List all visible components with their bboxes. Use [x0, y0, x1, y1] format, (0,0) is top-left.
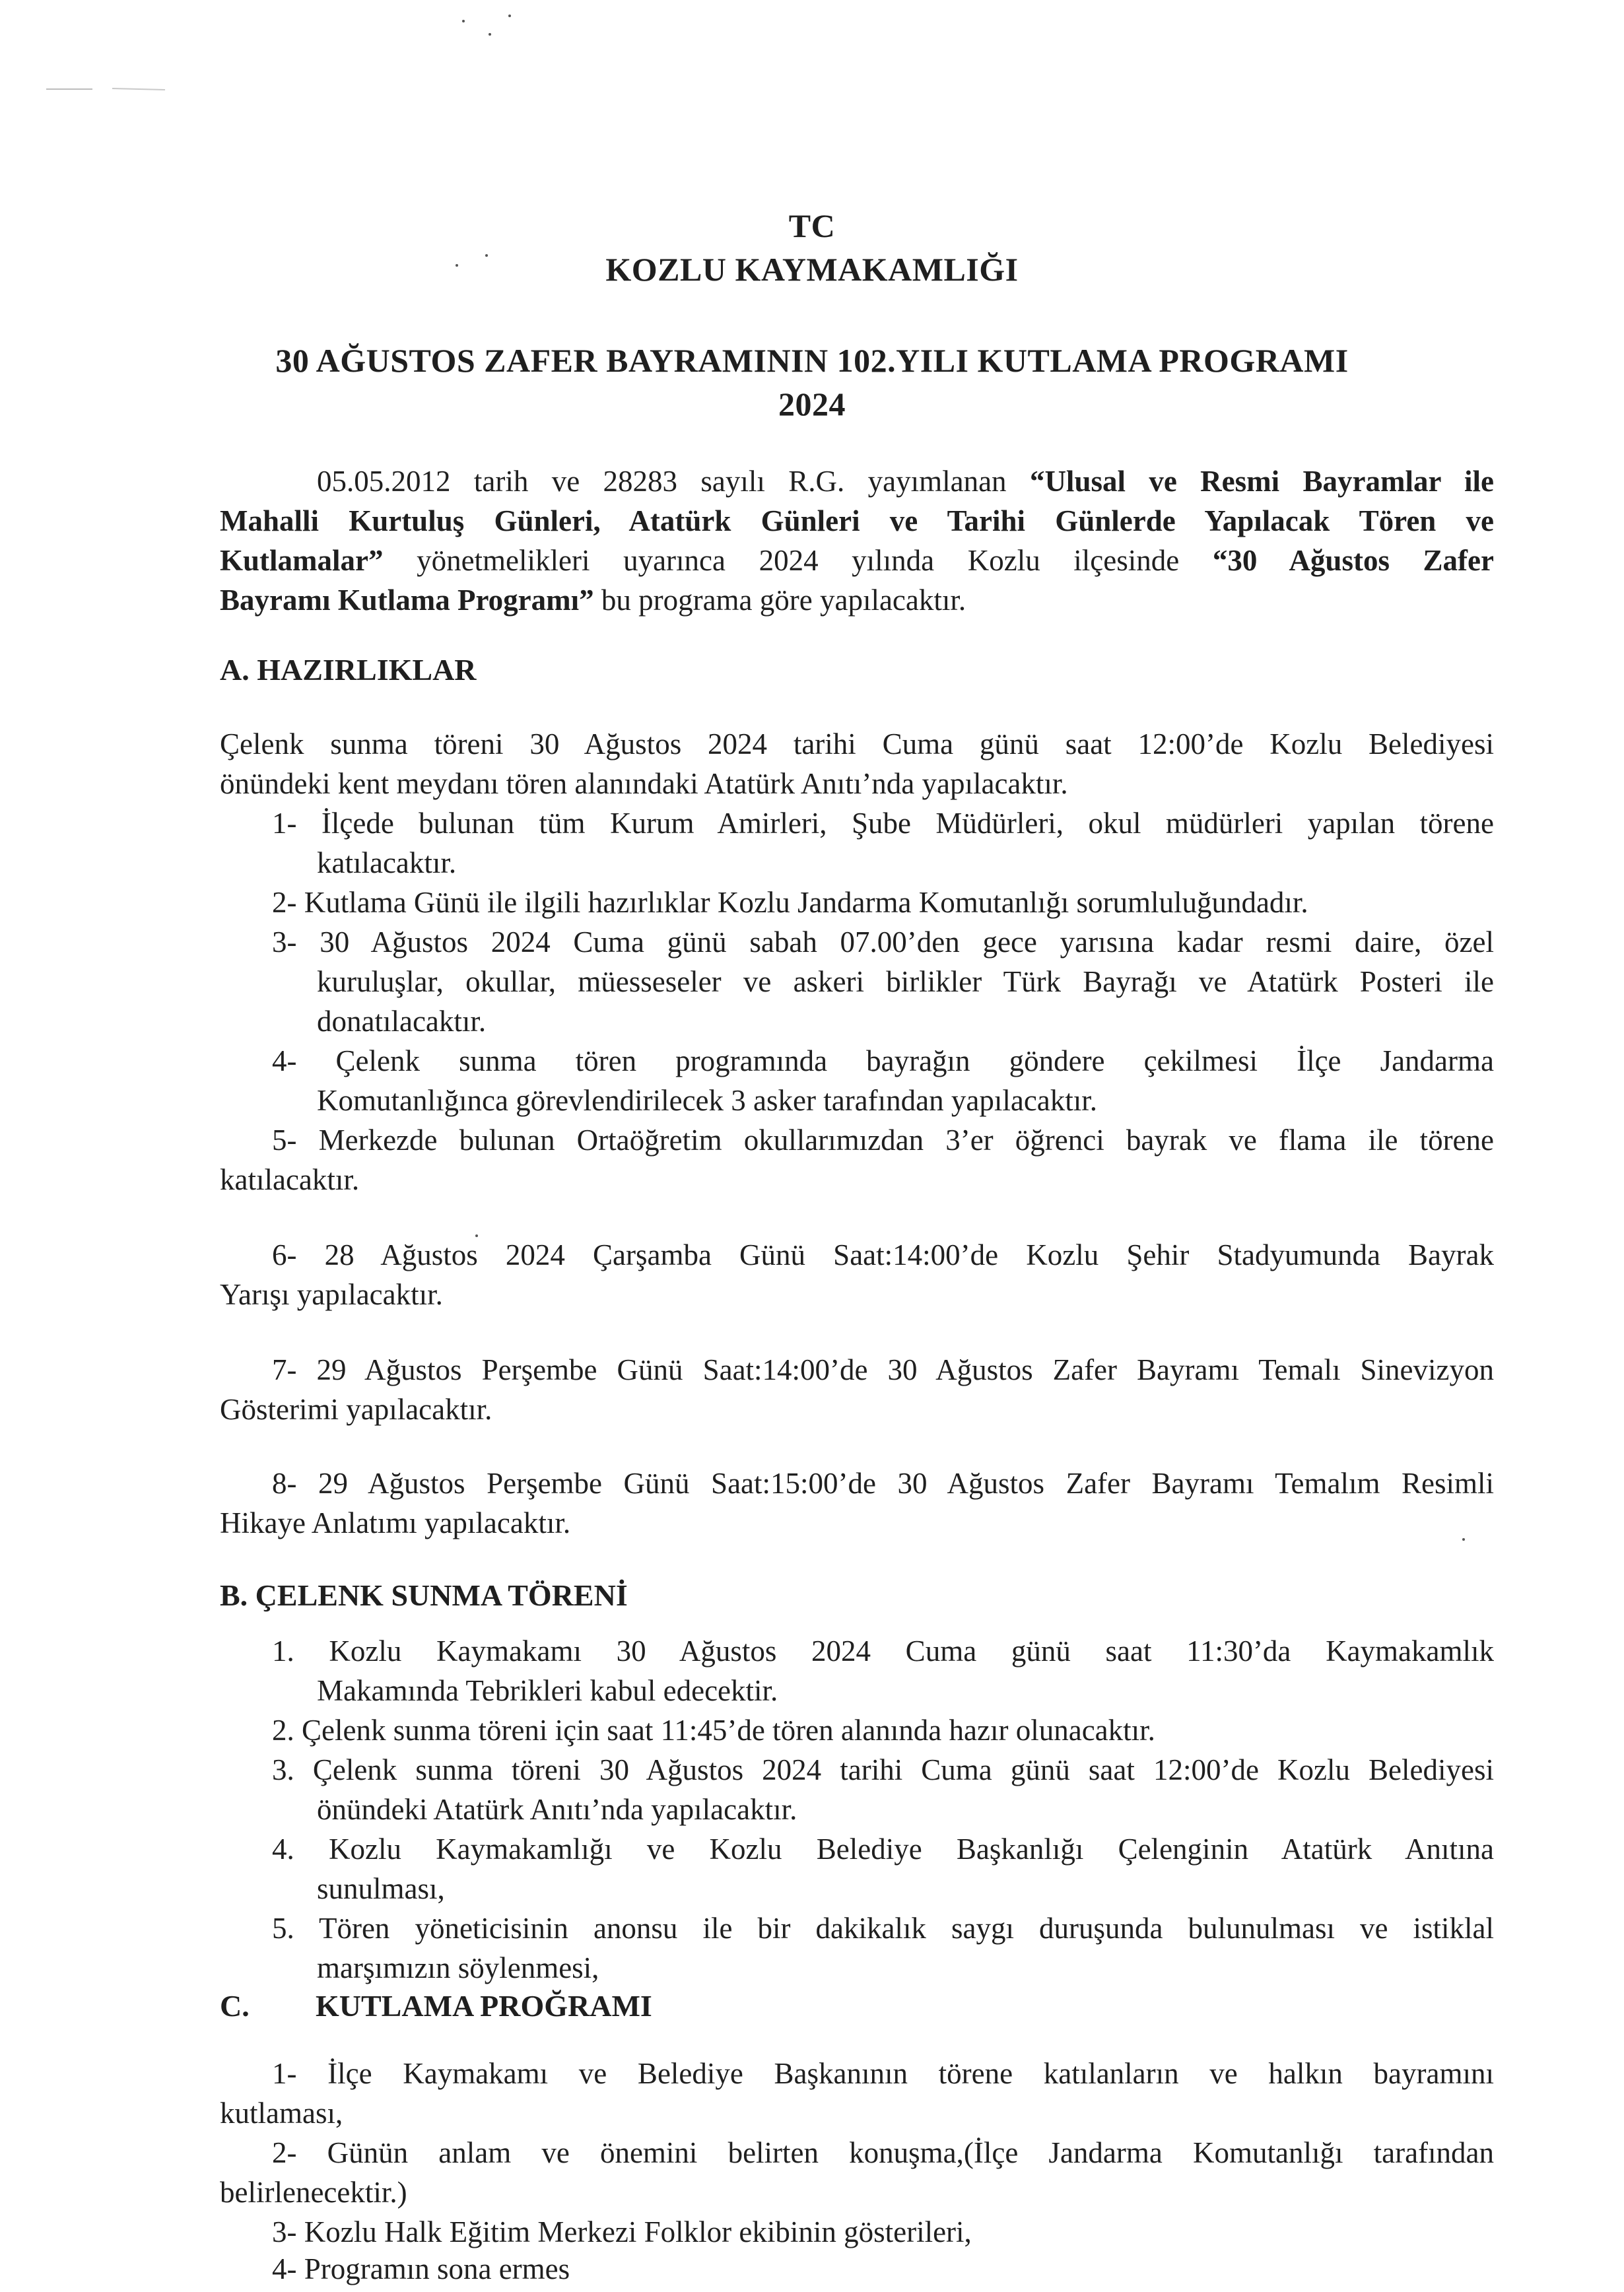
- scan-speck: [1462, 1538, 1465, 1541]
- section-a-item-6: 6- 28 Ağustos 2024 Çarşamba Günü Saat:14:00’de Kozlu Şehir Stadyumunda Bayrak: [272, 1238, 1494, 1271]
- section-a-item-3: 3- 30 Ağustos 2024 Cuma günü sabah 07.00’den gece yarısına kadar resmi daire, özel: [272, 926, 1494, 959]
- scan-speck: [508, 15, 511, 17]
- section-a-item-7: 7- 29 Ağustos Perşembe Günü Saat:14:00’de 30 Ağustos Zafer Bayramı Temalı Sinevizyon: [272, 1353, 1494, 1386]
- intro-line-1-bold: “Ulusal ve Resmi Bayramlar ile: [1029, 465, 1494, 498]
- section-c-item-4: 4- Programın sona ermes: [272, 2252, 570, 2285]
- section-c-item-1: 1- İlçe Kaymakamı ve Belediye Başkanının törene katılanların ve halkın bayramını: [272, 2057, 1494, 2090]
- section-a-paragraph-line-2: önündeki kent meydanı tören alanındaki Atatürk Anıtı’nda yapılacaktır.: [220, 767, 1068, 800]
- intro-line-3-bold-b: “30 Ağustos Zafer: [1212, 544, 1494, 577]
- header-line-tc: TC: [788, 207, 836, 244]
- section-a-item-3-cont-2: donatılacaktır.: [317, 1005, 487, 1038]
- section-a-item-4: 4- Çelenk sunma tören programında bayrağın göndere çekilmesi İlçe Jandarma: [272, 1044, 1494, 1077]
- section-b-item-4: 4. Kozlu Kaymakamlığı ve Kozlu Belediye Başkanlığı Çelenginin Atatürk Anıtına: [272, 1833, 1494, 1866]
- section-c-heading: KUTLAMA PROĞRAMI: [316, 1989, 652, 2023]
- intro-line-3: [220, 541, 1494, 580]
- scan-speck: [489, 33, 491, 36]
- section-a-item-2: 2- Kutlama Günü ile ilgili hazırlıklar Kozlu Jandarma Komutanlığı sorumluluğundadır.: [272, 886, 1308, 919]
- section-c-item-3: 3- Kozlu Halk Eğitim Merkezi Folklor ekibinin gösterileri,: [272, 2215, 972, 2248]
- section-a-item-1-cont: katılacaktır.: [317, 846, 457, 879]
- section-a-item-4-cont: Komutanlığınca görevlendirilecek 3 asker tarafından yapılacaktır.: [317, 1084, 1098, 1117]
- section-b-item-4-cont: sunulması,: [317, 1872, 445, 1905]
- intro-line-1-text: 05.05.2012 tarih ve 28283 sayılı R.G. yayımlanan: [317, 465, 1030, 498]
- section-a-item-8: 8- 29 Ağustos Perşembe Günü Saat:15:00’de 30 Ağustos Zafer Bayramı Temalım Resimli: [272, 1467, 1494, 1500]
- document-title-year: 2024: [778, 386, 846, 422]
- section-c-item-1-cont: kutlaması,: [220, 2097, 343, 2130]
- section-a-item-1: 1- İlçede bulunan tüm Kurum Amirleri, Şube Müdürleri, okul müdürleri yapılan törene: [272, 807, 1494, 840]
- intro-line-2: Mahalli Kurtuluş Günleri, Atatürk Günleri ve Tarihi Günlerde Yapılacak Tören ve: [220, 504, 1494, 537]
- section-b-item-1: 1. Kozlu Kaymakamı 30 Ağustos 2024 Cuma günü saat 11:30’da Kaymakamlık: [272, 1635, 1494, 1668]
- section-b-item-3-cont: önündeki Atatürk Anıtı’nda yapılacaktır.: [317, 1793, 797, 1826]
- section-b-item-5: 5. Tören yöneticisinin anonsu ile bir dakikalık saygı duruşunda bulunulması ve istiklal: [272, 1912, 1494, 1945]
- document-title: 30 AĞUSTOS ZAFER BAYRAMININ 102.YILI KUTLAMA PROGRAMI: [275, 342, 1349, 379]
- intro-line-4: [220, 581, 966, 619]
- intro-line-1: [317, 462, 1494, 500]
- intro-line-3-text: yönetmelikleri uyarınca 2024 yılında Kozlu ilçesinde: [383, 544, 1213, 577]
- intro-line-3-bold-a: Kutlamalar”: [220, 544, 384, 577]
- section-a-item-7-cont: Gösterimi yapılacaktır.: [220, 1393, 492, 1426]
- section-a-item-3-cont: kuruluşlar, okullar, müesseseler ve askeri birlikler Türk Bayrağı ve Atatürk Posteri ile: [317, 965, 1494, 998]
- section-a-item-5: 5- Merkezde bulunan Ortaöğretim okullarımızdan 3’er öğrenci bayrak ve flama ile törene: [272, 1124, 1494, 1157]
- section-b-item-2: 2. Çelenk sunma töreni için saat 11:45’de tören alanında hazır olunacaktır.: [272, 1714, 1155, 1747]
- section-c-item-2: 2- Günün anlam ve önemini belirten konuşma,(İlçe Jandarma Komutanlığı tarafından: [272, 2136, 1494, 2169]
- staple-mark-icon: [46, 84, 165, 94]
- section-c-letter: C.: [220, 1989, 250, 2023]
- section-a-item-5-cont: katılacaktır.: [220, 1163, 360, 1196]
- section-a-paragraph-line-1: Çelenk sunma töreni 30 Ağustos 2024 tarihi Cuma günü saat 12:00’de Kozlu Belediyesi: [220, 727, 1494, 760]
- scan-speck: [462, 20, 465, 22]
- section-a-item-8-cont: Hikaye Anlatımı yapılacaktır.: [220, 1506, 571, 1539]
- section-b-item-3: 3. Çelenk sunma töreni 30 Ağustos 2024 tarihi Cuma günü saat 12:00’de Kozlu Belediyesi: [272, 1753, 1494, 1786]
- intro-line-4-text: bu programa göre yapılacaktır.: [593, 584, 966, 617]
- section-a-item-6-cont: Yarışı yapılacaktır.: [220, 1278, 443, 1311]
- intro-line-4-bold: Bayramı Kutlama Programı”: [220, 584, 594, 617]
- section-c-item-2-cont: belirlenecektir.): [220, 2176, 407, 2209]
- section-b-heading: B. ÇELENK SUNMA TÖRENİ: [220, 1578, 628, 1612]
- section-a-heading: A. HAZIRLIKLAR: [220, 653, 477, 687]
- section-b-item-5-cont: marşımızın söylenmesi,: [317, 1951, 599, 1984]
- header-authority: KOZLU KAYMAKAMLIĞI: [605, 251, 1019, 288]
- section-b-item-1-cont: Makamında Tebrikleri kabul edecektir.: [317, 1674, 778, 1707]
